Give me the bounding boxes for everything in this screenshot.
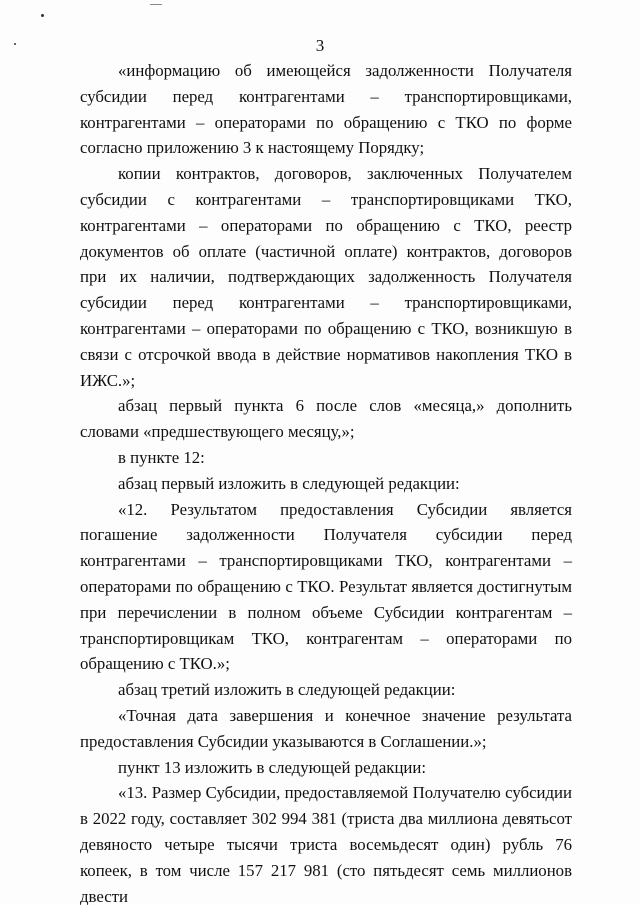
paragraph: «13. Размер Субсидии, предоставляемой Получателю субсидии в 2022 году, составляет 302 994 381 (триста два миллиона девятьсот девяносто четыре тысячи триста восемьдесят один) рубль 76 копеек, в том числе 157 217 981 (сто пятьдесят семь миллионов двести [80,783,572,905]
paragraph: «информацию об имеющейся задолженности Получателя субсидии перед контрагентами – транспортировщиками, контрагентами – операторами по обращению с ТКО по форме согласно приложению 3 к настоящему Порядку; [80,61,572,158]
paragraph: «Точная дата завершения и конечное значение результата предоставления Субсидии указываются в Соглашении.»; [80,705,572,751]
paragraph: абзац третий изложить в следующей редакции: [118,680,456,700]
document-body [80,58,572,905]
paragraph: абзац первый изложить в следующей редакции: [118,473,460,493]
paragraph: в пункте 12: [118,447,205,467]
page-number: 3 [315,36,325,55]
paragraph: пункт 13 изложить в следующей редакции: [118,757,427,777]
paragraph: копии контрактов, договоров, заключенных Получателем субсидии с контрагентами – транспортировщиками ТКО, контрагентами – операторами по обращению с ТКО, реестр документов об оплате (частичной оплате) контрактов, договоров при их наличии, подтверждающих задолженность Получателя субсидии перед контрагентами – транспортировщиками, контрагентами – операторами по обращению с ТКО, возникшую в связи с отсрочкой ввода в действие нормативов накопления ТКО в ИЖС.»; [80,164,572,390]
scan-speck [41,14,44,17]
paragraph: «12. Результатом предоставления Субсидии является погашение задолженности Получателя субсидии перед контрагентами – транспортировщиками ТКО, контрагентами – операторами по обращению с ТКО. Результат является достигнутым при перечислении в полном объеме Субсидии контрагентам – транспортировщикам ТКО, контрагентам – операторами по обращению с ТКО.»; [80,499,572,674]
paragraph: абзац первый пункта 6 после слов «месяца,» дополнить словами «предшествующего месяцу,»; [80,396,572,442]
scan-speck [150,4,162,5]
